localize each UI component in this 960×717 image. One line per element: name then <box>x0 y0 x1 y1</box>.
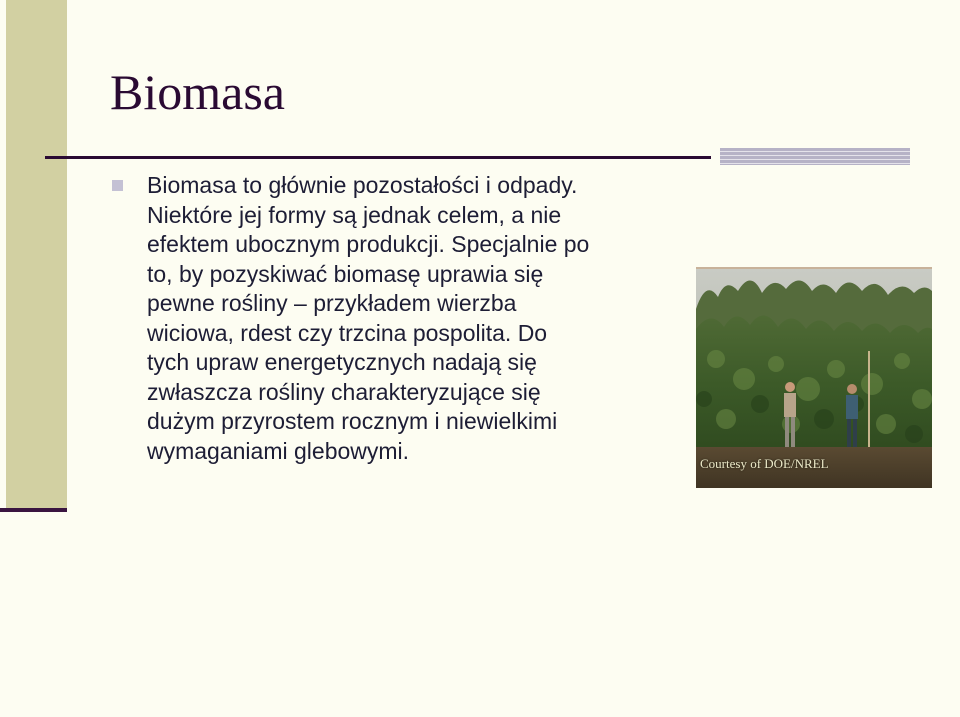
bullet-text: Biomasa to głównie pozostałości i odpady. Niektóre jej formy są jednak celem, a nie efektem ubocznym produkcji. Specjalnie po to, by pozyskiwać biomasę uprawia się pewne rośliny – przykładem wierzba wiciowa, rdest czy trzcina pospolita. Do tych upraw energetycznych nadają się zwłaszcza rośliny charakteryzujące się dużym przyrostem rocznym i niewielkimi wymaganiami glebowymi. <box>147 172 590 464</box>
slide-title: Biomasa <box>110 64 285 120</box>
title-divider-accent <box>720 148 910 165</box>
left-accent-band <box>6 0 67 511</box>
photo-caption: Courtesy of DOE/NREL <box>700 456 829 471</box>
willow-plantation-photo <box>696 267 932 488</box>
title-divider <box>45 156 711 159</box>
square-bullet-icon <box>112 180 123 191</box>
left-accent-underline <box>0 508 67 512</box>
